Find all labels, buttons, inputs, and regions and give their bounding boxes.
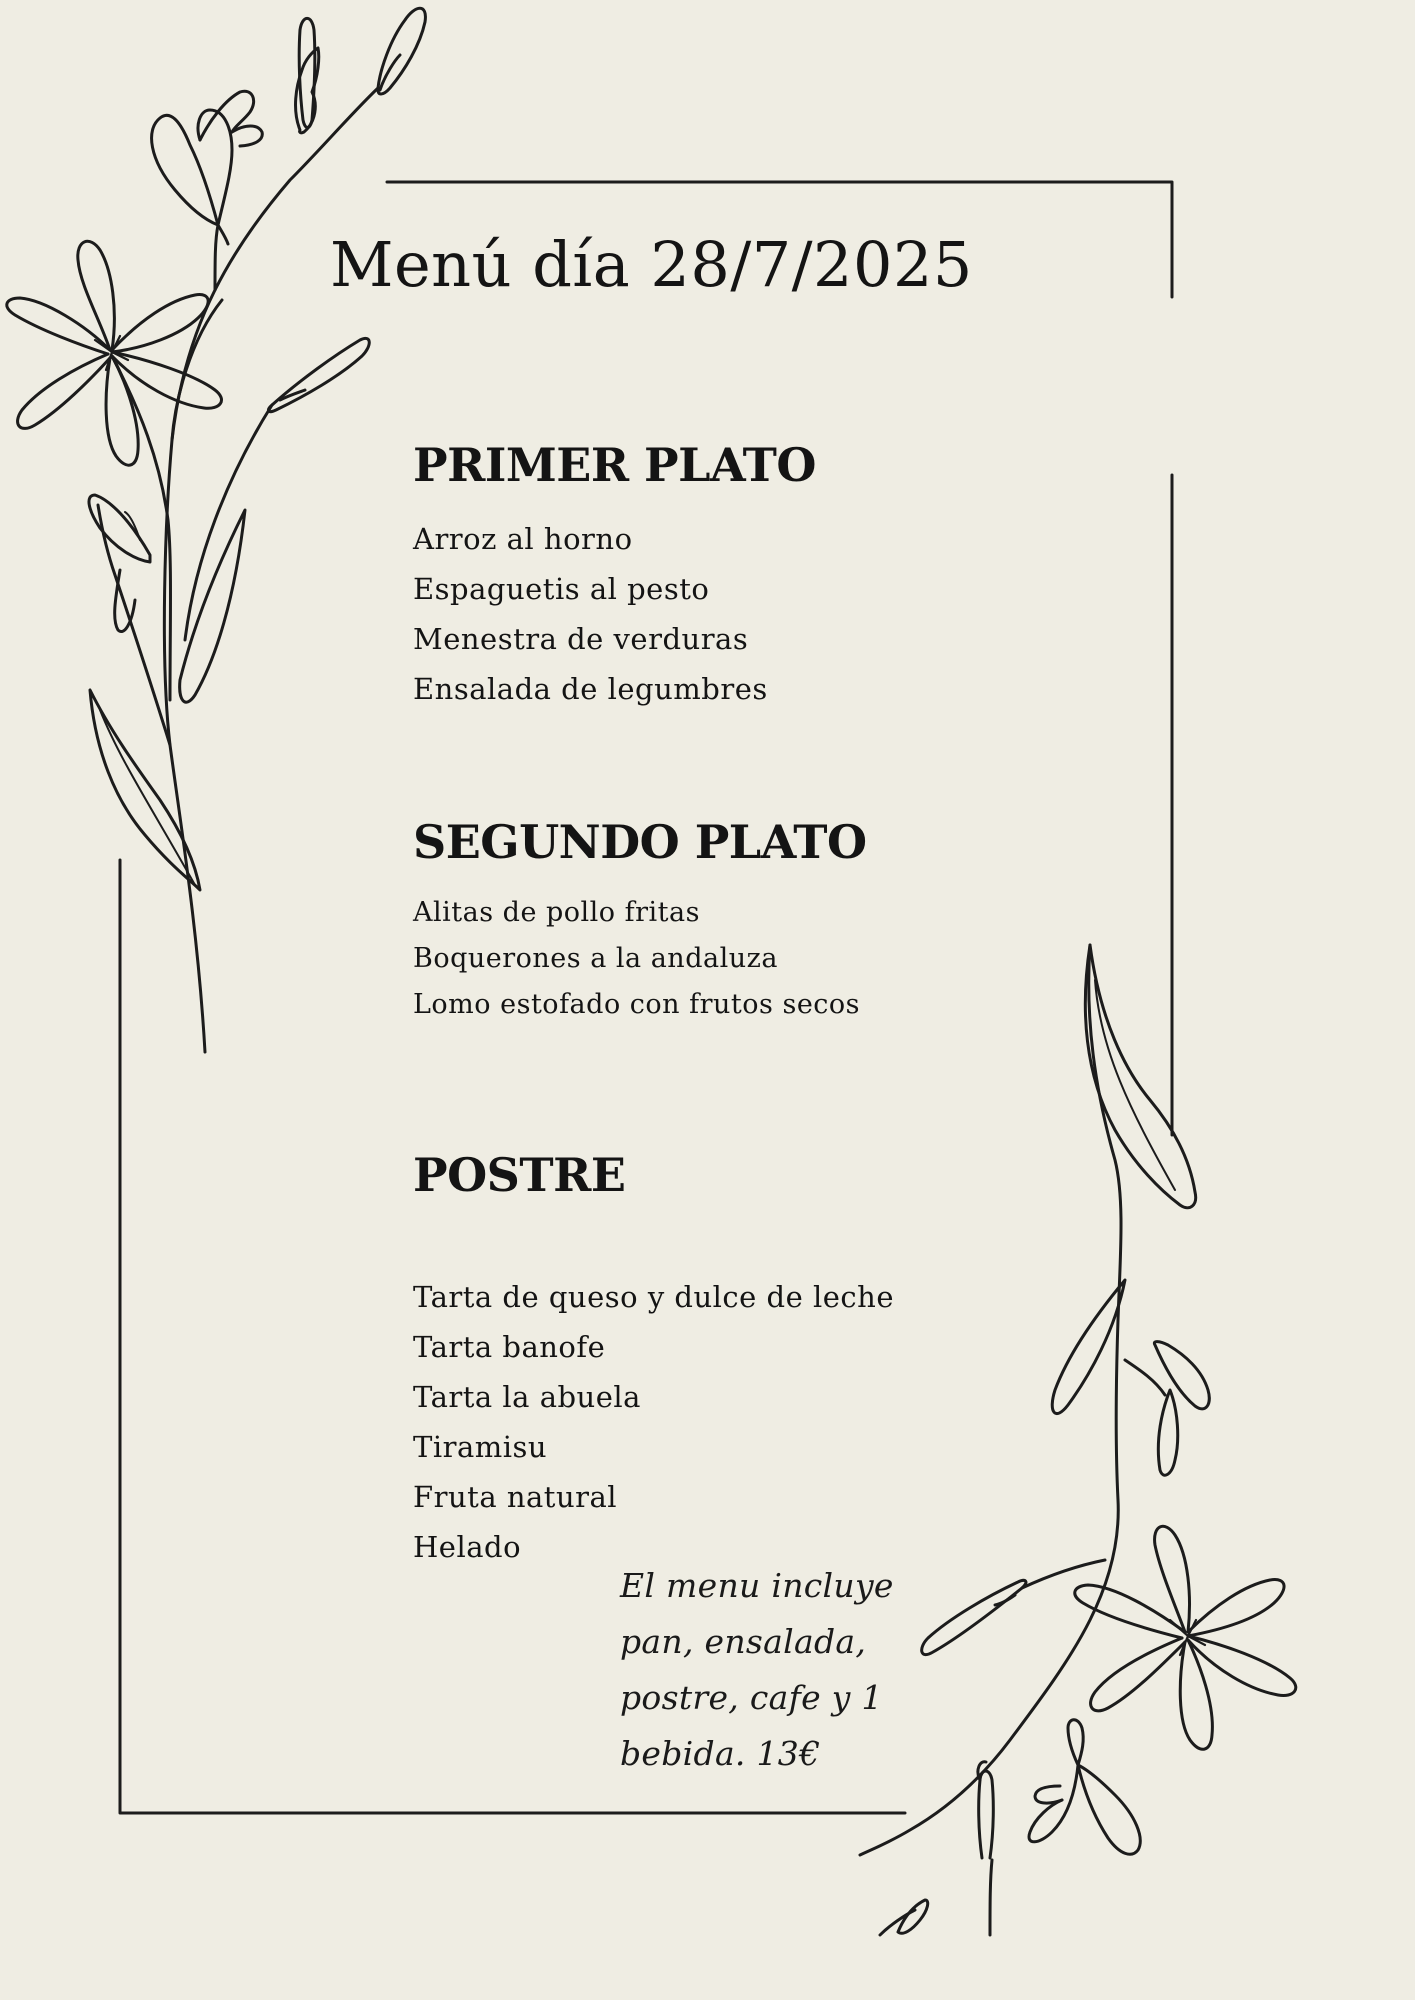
list-item: Menestra de verduras: [413, 622, 749, 656]
section-heading-segundo-plato: SEGUNDO PLATO: [413, 815, 867, 869]
list-item: Tiramisu: [413, 1430, 548, 1464]
list-item: Ensalada de legumbres: [413, 672, 768, 706]
list-item: Espaguetis al pesto: [413, 572, 710, 606]
page-title: Menú día 28/7/2025: [330, 228, 973, 301]
list-item: Tarta de queso y dulce de leche: [413, 1280, 895, 1314]
list-item: Fruta natural: [413, 1480, 618, 1514]
flower-branch-bottom-right-icon: [860, 945, 1296, 1935]
segundo-plato-list: [413, 890, 860, 1028]
primer-plato-list: [413, 514, 768, 714]
flower-branch-top-left-icon: [7, 8, 426, 1052]
list-item: Alitas de pollo fritas: [413, 897, 700, 928]
list-item: Arroz al horno: [413, 522, 633, 556]
section-heading-postre: POSTRE: [413, 1148, 626, 1202]
section-heading-primer-plato: PRIMER PLATO: [413, 438, 816, 492]
list-item: Tarta la abuela: [413, 1380, 641, 1414]
list-item: Lomo estofado con frutos secos: [413, 989, 861, 1020]
list-item: Boquerones a la andaluza: [413, 943, 778, 974]
postre-list: [413, 1272, 894, 1572]
list-item: Helado: [413, 1530, 522, 1564]
list-item: Tarta banofe: [413, 1330, 606, 1364]
menu-includes-note: El menu incluye pan, ensalada, postre, cafe y 1 bebida. 13€: [620, 1566, 894, 1773]
